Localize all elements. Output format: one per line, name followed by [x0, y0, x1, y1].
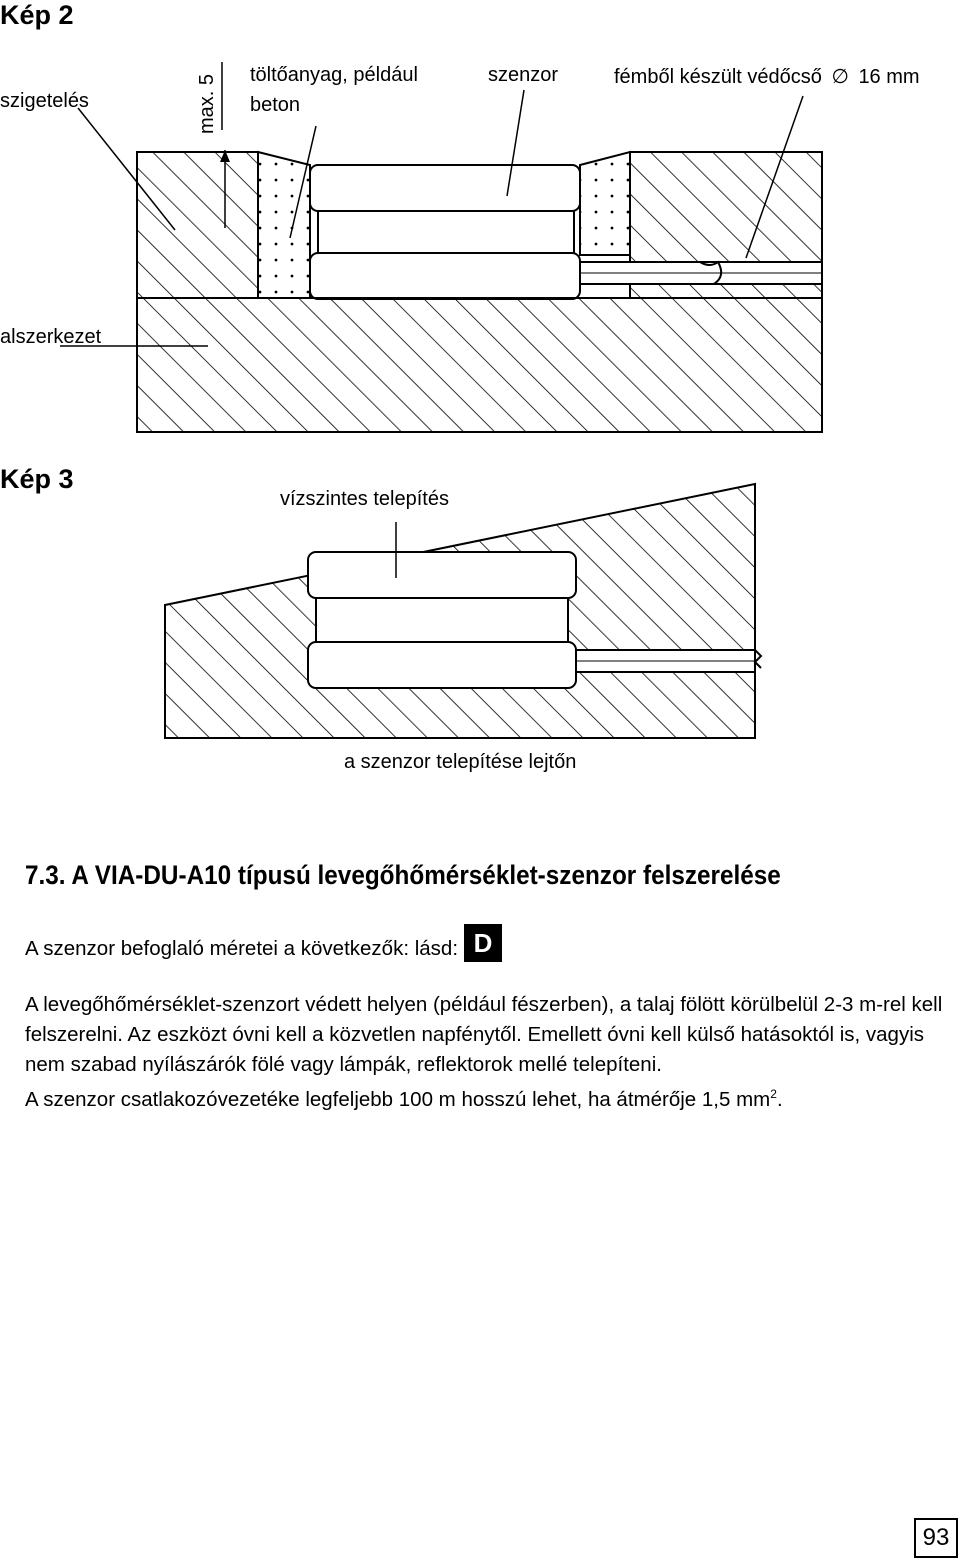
label-filler-line1: töltőanyag, például — [250, 64, 418, 86]
label-sensor: szenzor — [488, 64, 559, 86]
cable-line — [25, 1079, 783, 1115]
substructure-block — [137, 298, 822, 432]
section-heading: 7.3. A VIA-DU-A10 típusú levegőhőmérséklet-szenzor felszerelése — [25, 860, 781, 890]
label-substructure: alszerkezet — [0, 326, 102, 348]
slope-sensor-disc-bottom — [308, 642, 576, 688]
figure2-drawing — [0, 0, 960, 440]
figure3-drawing — [0, 470, 960, 780]
figure2-title: Kép 2 — [0, 0, 74, 30]
filler-right — [580, 152, 630, 255]
dims-badge: D — [464, 924, 502, 962]
page-number: 93 — [914, 1518, 958, 1558]
label-max: max. 5 — [196, 73, 218, 134]
slope-sensor-disc-middle — [316, 598, 568, 642]
slope-sensor-disc-top — [308, 552, 576, 598]
insulation-block — [137, 152, 258, 298]
sensor-disc-middle — [318, 211, 574, 253]
dims-text: A szenzor befoglaló méretei a következők: lásd: — [25, 937, 459, 960]
cable-line-sup: 2 — [770, 1087, 777, 1101]
cable-line-suffix: . — [776, 1087, 783, 1111]
label-tube-size: 16 mm — [858, 66, 920, 88]
sensor-disc-top — [310, 165, 580, 211]
figure3-title: Kép 3 — [0, 464, 74, 494]
label-insulation: szigetelés — [0, 90, 89, 112]
diameter-symbol: ∅ — [831, 66, 849, 88]
sensor-disc-bottom — [310, 253, 580, 299]
label-filler-line2: beton — [250, 94, 301, 116]
label-horizontal: vízszintes telepítés — [280, 488, 449, 510]
para-line-2: felszerelni. Az eszközt óvni kell a közvetlen napfénytől. Emellett óvni kell külső hatásoktól is, vagyis — [25, 1023, 925, 1046]
filler-left — [258, 152, 310, 298]
label-tube-text: fémből készült védőcső — [614, 66, 822, 88]
cable-line-text: A szenzor csatlakozóvezetéke legfeljebb 100 m hosszú lehet, ha átmérője 1,5 mm — [25, 1087, 771, 1111]
para-line-3: nem szabad nyílászárók fölé vagy lámpák, reflektorok mellé telepíteni. — [25, 1053, 662, 1076]
figure3-caption: a szenzor telepítése lejtőn — [344, 751, 577, 773]
para-line-1: A levegőhőmérséklet-szenzort védett helyen (például fészerben), a talaj fölött körülbelül 2-3 m-rel kell — [25, 993, 943, 1016]
